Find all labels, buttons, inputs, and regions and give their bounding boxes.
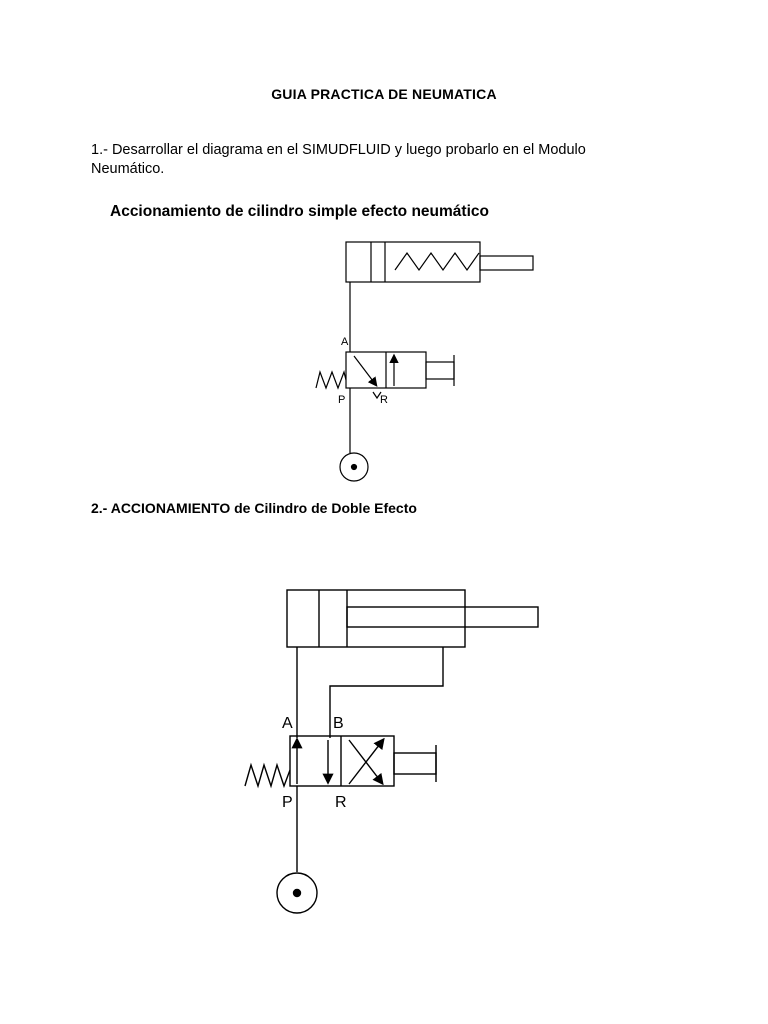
valve-4-2 — [245, 736, 436, 786]
intro-line-2: Neumático. — [91, 161, 165, 177]
fig1-port-a-label: A — [341, 336, 349, 348]
figure1-diagram — [316, 242, 533, 481]
pressure-source — [340, 453, 368, 481]
figure1-title: Accionamiento de cilindro simple efecto neumático — [110, 203, 489, 220]
line-b — [330, 647, 443, 738]
valve-3-2 — [316, 352, 454, 398]
double-acting-cylinder — [287, 590, 538, 647]
pressure-source-2 — [277, 873, 317, 913]
fig2-port-a-label: A — [282, 715, 293, 732]
section2-title: 2.- ACCIONAMIENTO de Cilindro de Doble Efecto — [91, 500, 417, 516]
intro-line-1: 1.- Desarrollar el diagrama en el SIMUDFLUID y luego probarlo en el Modulo — [91, 142, 586, 158]
fig2-port-r-label: R — [335, 794, 347, 811]
figure2-diagram — [245, 590, 538, 913]
single-acting-cylinder — [346, 242, 533, 282]
fig2-port-p-label: P — [282, 794, 293, 811]
document-title: GUIA PRACTICA DE NEUMATICA — [271, 86, 497, 102]
fig1-port-r-label: R — [380, 394, 388, 406]
fig1-port-p-label: P — [338, 394, 346, 406]
fig2-port-b-label: B — [333, 715, 344, 732]
